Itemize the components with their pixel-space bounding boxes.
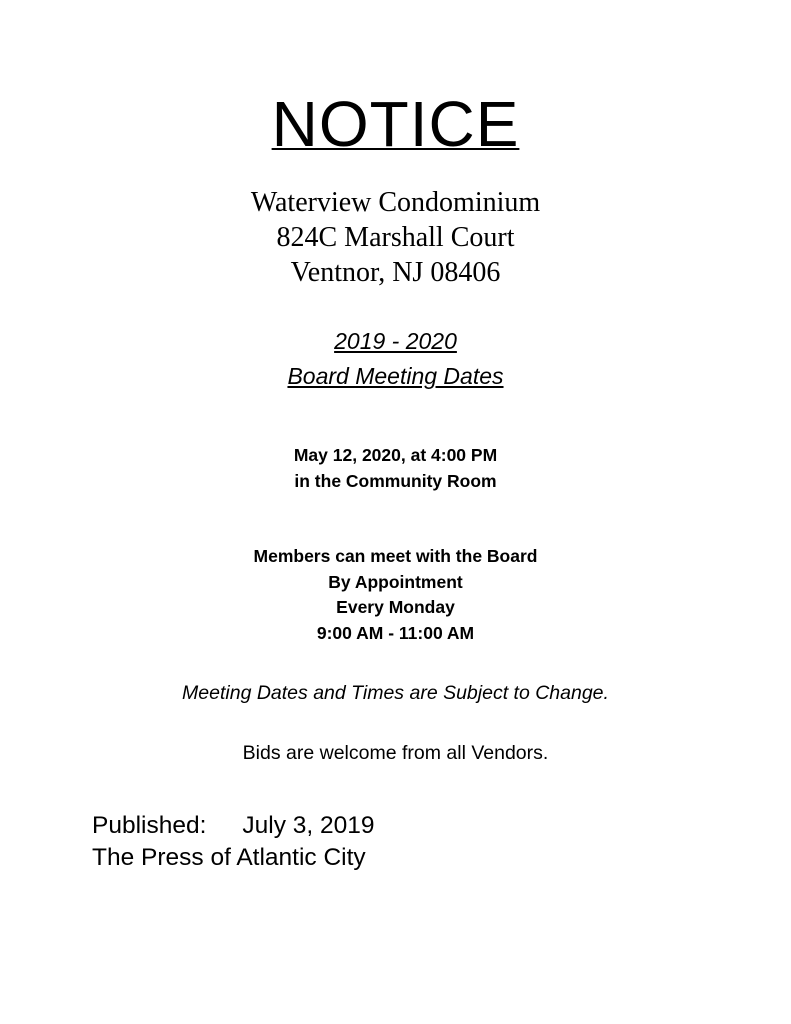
schedule-years: 2019 - 2020: [334, 328, 457, 354]
change-disclaimer: Meeting Dates and Times are Subject to Change.: [182, 682, 609, 704]
appointment-day: Every Monday: [336, 597, 455, 617]
notice-title: NOTICE: [271, 88, 520, 160]
appointment-line-2: By Appointment: [328, 572, 463, 592]
meeting-date-time: May 12, 2020, at 4:00 PM: [293, 445, 498, 465]
city-state-zip: Ventnor, NJ 08406: [290, 257, 501, 288]
appointment-hours: 9:00 AM - 11:00 AM: [316, 623, 475, 643]
publication-name: The Press of Atlantic City: [92, 844, 366, 871]
condominium-name: Waterview Condominium: [250, 187, 541, 218]
street-address: 824C Marshall Court: [276, 222, 515, 253]
published-line: [92, 810, 375, 842]
published-date: July 3, 2019: [242, 812, 375, 839]
meeting-location: in the Community Room: [294, 471, 497, 491]
published-label: Published:: [92, 812, 207, 839]
bids-statement: Bids are welcome from all Vendors.: [242, 742, 549, 764]
appointment-line-1: Members can meet with the Board: [253, 546, 538, 566]
schedule-heading: Board Meeting Dates: [287, 363, 504, 389]
